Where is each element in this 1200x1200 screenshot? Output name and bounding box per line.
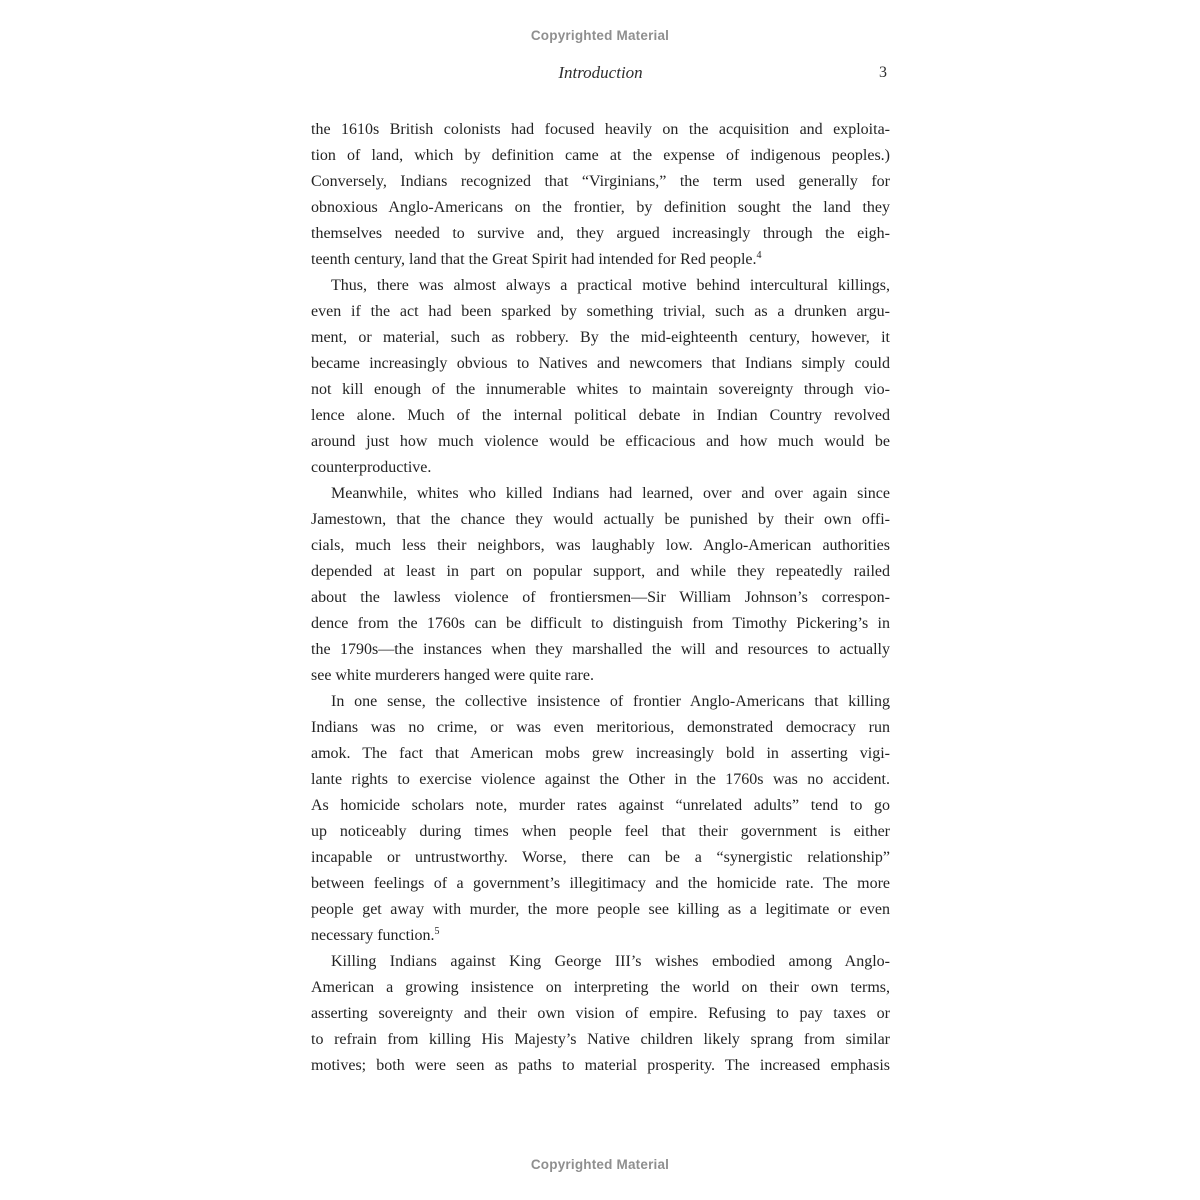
text-line: Jamestown, that the chance they would actually be punished by their own offi- [311,511,890,528]
paragraph [311,689,890,949]
text-line: even if the act had been sparked by something trivial, such as a drunken argu- [311,303,890,320]
text-line: Meanwhile, whites who killed Indians had learned, over and over again since [331,485,890,502]
running-head [311,63,890,87]
text-line: themselves needed to survive and, they argued increasingly through the eigh- [311,225,890,242]
text-line: Conversely, Indians recognized that “Virginians,” the term used generally for [311,173,890,190]
paragraph [311,949,890,1079]
copyright-notice-top: Copyrighted Material [530,28,670,43]
text-line: motives; both were seen as paths to material prosperity. The increased emphasis [311,1057,890,1074]
text-line: counterproductive. [311,459,432,476]
page-number: 3 [879,64,887,81]
text-line: Indians was no crime, or was even meritorious, demonstrated democracy run [311,719,890,736]
text-line: asserting sovereignty and their own vision of empire. Refusing to pay taxes or [311,1005,890,1022]
text-line: Killing Indians against King George III’s wishes embodied among Anglo- [331,953,890,970]
paragraph [311,481,890,689]
text-line: not kill enough of the innumerable whites to maintain sovereignty through vio- [311,381,890,398]
text-line: ment, or material, such as robbery. By the mid-eighteenth century, however, it [311,329,890,346]
text-line: depended at least in part on popular support, and while they repeatedly railed [311,563,890,580]
paragraph [311,273,890,481]
text-line: lante rights to exercise violence against the Other in the 1760s was no accident. [311,771,890,788]
text-line: tion of land, which by definition came at the expense of indigenous peoples.) [311,147,890,164]
text-line: about the lawless violence of frontiersmen—Sir William Johnson’s correspon- [311,589,890,606]
text-line: became increasingly obvious to Natives and newcomers that Indians simply could [311,355,890,372]
body-text [311,117,890,1079]
text-line: amok. The fact that American mobs grew increasingly bold in asserting vigi- [311,745,890,762]
copyright-notice-bottom: Copyrighted Material [530,1157,670,1172]
footnote-ref: 5 [434,926,440,937]
footnote-ref: 4 [756,250,762,261]
text-line: Thus, there was almost always a practical motive behind intercultural killings, [331,277,890,294]
text-line: up noticeably during times when people feel that their government is either [311,823,890,840]
text-line: around just how much violence would be efficacious and how much would be [311,433,890,450]
text-line: lence alone. Much of the internal political debate in Indian Country revolved [311,407,890,424]
text-line: obnoxious Anglo-Americans on the frontier, by definition sought the land they [311,199,890,216]
text-line: In one sense, the collective insistence of frontier Anglo-Americans that killing [331,693,890,710]
text-line: teenth century, land that the Great Spirit had intended for Red people.$^4$ [311,250,762,268]
text-line: people get away with murder, the more people see killing as a legitimate or even [311,901,890,918]
text-line: the 1790s—the instances when they marshalled the will and resources to actually [311,641,890,658]
text-line: incapable or untrustworthy. Worse, there can be a “synergistic relationship” [311,849,890,866]
text-line: necessary function.$^5$ [311,926,440,944]
text-line: American a growing insistence on interpreting the world on their own terms, [311,979,890,996]
text-line: the 1610s British colonists had focused heavily on the acquisition and exploita- [311,121,890,138]
paragraph [311,117,890,273]
text-line: dence from the 1760s can be difficult to distinguish from Timothy Pickering’s in [311,615,890,632]
running-head-title: Introduction [558,63,643,82]
text-line: cials, much less their neighbors, was laughably low. Anglo-American authorities [311,537,890,554]
text-line: As homicide scholars note, murder rates against “unrelated adults” tend to go [311,797,890,814]
text-line: see white murderers hanged were quite rare. [311,667,594,684]
text-line: to refrain from killing His Majesty’s Native children likely sprang from similar [311,1031,890,1048]
text-line: between feelings of a government’s illegitimacy and the homicide rate. The more [311,875,890,892]
